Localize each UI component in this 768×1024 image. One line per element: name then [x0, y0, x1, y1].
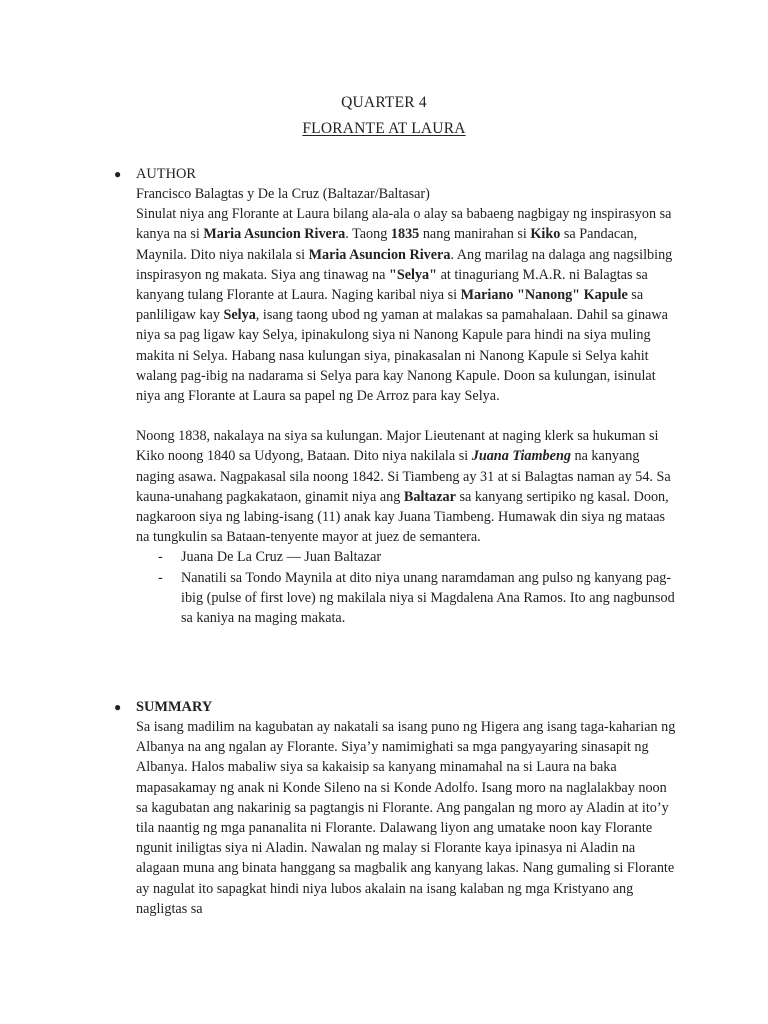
- author-paragraph-2: [136, 426, 676, 547]
- dash-bullet-icon: -: [158, 569, 163, 586]
- text-run: Sinulat niya ang Florante at Laura bilang ala-ala o alay sa babaeng nagbigay ng inspirasyon sa kanya na si: [136, 206, 672, 243]
- list-item-text: Nanatili sa Tondo Maynila at dito niya unang naramdaman ang pulso ng kanyang pag-ibig (pulse of first love) ng makilala niya si Magdalena Ana Ramos. Ito ang nagbunsod sa kaniya na maging makata.: [181, 569, 675, 627]
- text-run: . Taong: [345, 226, 391, 243]
- dash-bullet-icon: -: [158, 549, 163, 566]
- bold-text: Mariano "Nanong" Kapule: [460, 287, 628, 304]
- bullet-icon: ●: [114, 167, 122, 181]
- text-run: sa Pandacan, Maynila. Dito niya nakilala si: [136, 226, 638, 263]
- text-run: na kanyang naging asawa. Nagpakasal sila noong 1842. Si Tiambeng ay 31 at si Balagtas naman ay 54. Sa kauna-unahang pagkakataon, ginamit niya ang: [136, 448, 671, 505]
- bold-text: 1835: [390, 226, 420, 243]
- summary-paragraph: Sa isang madilim na kagubatan ay nakatali sa isang puno ng Higera ang isang taga-kaharian ng Albanya na ang ngalan ay Florante. Siya’y namimighati sa mga pangyayaring sinasapit ng Albanya. Halos mabaliw siya sa kakaisip sa kanyang minamahal na si Laura na baka mapasakamay ng anak ni Konde Sileno na si Konde Adolfo. Isang moro na naglalakbay noon sa kagubatan ang nakarinig sa pagtangis ni Florante. Ang pangalan ng moro ay Aladin at ito’y tila naantig ng mga pananalita ni Florante. Dalawang liyon ang umatake noon kay Florante ngunit iniligtas siya ni Aladin. Nawalan ng malay si Florante kaya ipinasya ni Aladin na alagaan muna ang binata hanggang sa magbalik ang kanyang lakas. Nang gumaling si Florante ay nagulat ito sapagkat hindi niya lubos akalain na isang kalaban ng mga Kristyano ang nagligtas sa: [136, 719, 676, 917]
- list-item: [136, 568, 676, 629]
- bold-text: Maria Asuncion Rivera: [203, 226, 346, 243]
- author-section: [114, 164, 676, 628]
- text-run: Noong 1838, nakalaya na siya sa kulungan. Major Lieutenant at naging klerk sa hukuman si Kiko noong 1840 sa Udyong, Bataan. Dito niya nakilala si: [136, 428, 659, 465]
- text-run: sa panliligaw kay: [136, 287, 644, 324]
- text-run: sa kanyang sertipiko ng kasal. Doon, nagkaroon siya ng labing-isang (11) anak kay Juana Tiambeng. Humawak din siya ng mataas na tungkulin sa Bataan-tenyente mayor at juez de semantera.: [136, 488, 669, 546]
- bold-text: Selya: [223, 307, 256, 324]
- list-item-text: Juana De La Cruz — Juan Baltazar: [181, 549, 382, 566]
- bold-text: Baltazar: [403, 488, 456, 505]
- bold-text: Maria Asuncion Rivera: [308, 246, 451, 263]
- text-run: at tinaguriang M.A.R. ni Balagtas sa kanyang tulang Florante at Laura. Naging karibal niya si: [136, 266, 648, 304]
- author-name-line: Francisco Balagtas y De la Cruz (Baltazar/Baltasar): [136, 186, 430, 202]
- bold-text: Kiko: [530, 226, 561, 243]
- text-run: nang manirahan si: [419, 226, 531, 243]
- bullet-icon: ●: [114, 700, 122, 714]
- text-run: , isang taong ubod ng yaman at malakas sa pamahalaan. Dahil sa ginawa niya sa pag ligaw kay Selya, ipinakulong siya ni Nanong Kapule para hindi na siya muling makita ni Selya. Habang nasa kulungan siya, pinakasalan ni Nanong Kapule si Selya kahit walang pag-ibig na nadarama si Selya para kay Nanong Kapule. Doon sa kulungan, isinulat niya ang Florante at Laura sa papel ng De Arroz para kay Selya.: [136, 307, 668, 405]
- author-sub-list: [136, 547, 676, 628]
- quarter-heading: QUARTER 4: [341, 94, 427, 111]
- document-title: FLORANTE AT LAURA: [302, 120, 466, 137]
- text-run: . Ang marilag na dalaga ang nagsilbing inspirasyon ng makata. Siya ang tinawag na: [136, 246, 673, 283]
- bold-text: "Selya": [388, 266, 438, 283]
- bold-italic-text: Juana Tiambeng: [471, 448, 571, 465]
- summary-section: [114, 697, 676, 919]
- author-paragraph-1: [136, 204, 676, 406]
- author-heading: AUTHOR: [136, 166, 196, 182]
- summary-heading: SUMMARY: [136, 699, 213, 715]
- list-item: [136, 547, 676, 567]
